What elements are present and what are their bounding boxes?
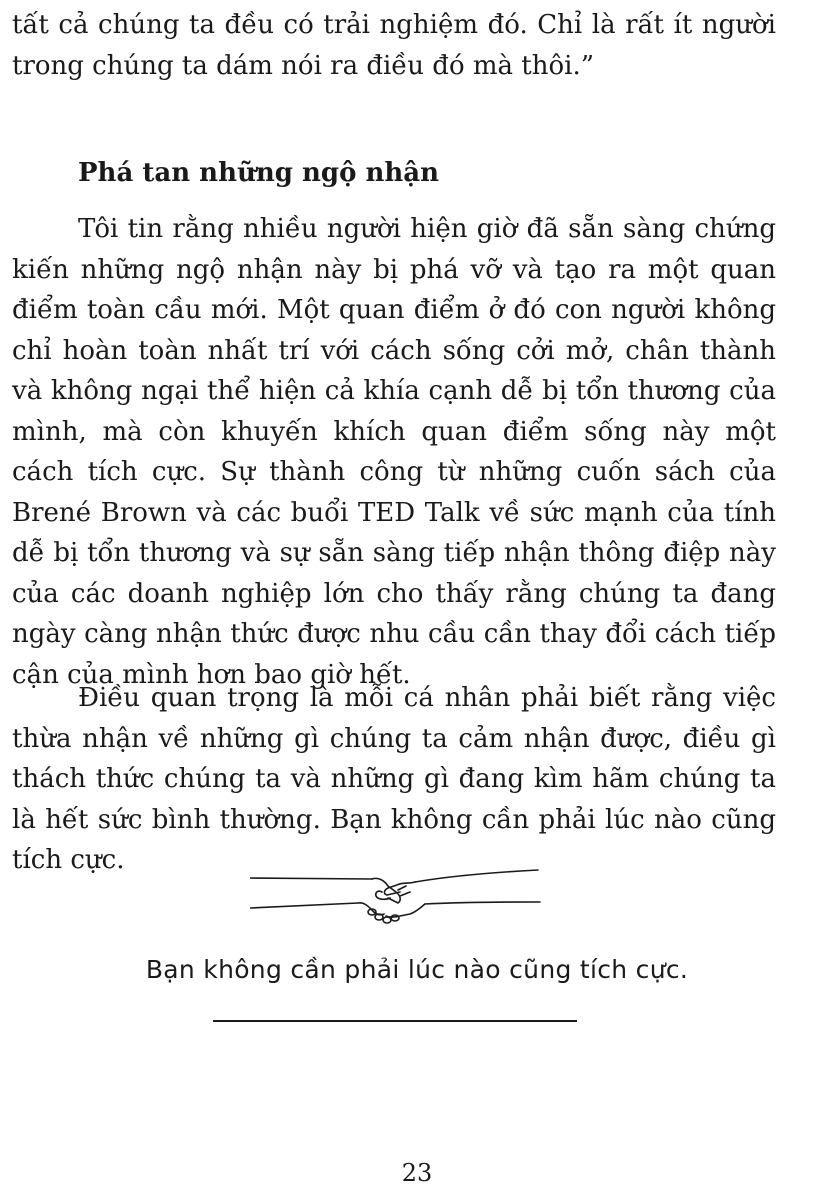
body-paragraph: Tôi tin rằng nhiều người hiện giờ đã sẵn sàng chứng kiến những ngộ nhận này bị phá vỡ và tạo ra một quan điểm toàn cầu mới. Một quan điểm ở đó con người không chỉ hoàn toàn nhất trí với cách sống cởi mở, chân thành và không ngại thể hiện cả khía cạnh dễ bị tổn thương của mình, mà còn khuyến khích quan điểm sống này một cách tích cực. Sự thành công từ những cuốn sách của Brené Brown và các buổi TED Talk về sức mạnh của tính dễ bị tổn thương và sự sẵn sàng tiếp nhận thông điệp này của các doanh nghiệp lớn cho thấy rằng chúng ta đang ngày càng nhận thức được nhu cầu cần thay đổi cách tiếp cận của mình hơn bao giờ hết. — [12, 214, 776, 690]
top-paragraph: tất cả chúng ta đều có trải nghiệm đó. Chỉ là rất ít người trong chúng ta dám nói ra điều đó mà thôi.” — [12, 10, 776, 81]
pull-quote: Bạn không cần phải lúc nào cũng tích cực. — [145, 955, 689, 984]
page-number: 23 — [401, 1159, 433, 1187]
quote-underline — [213, 1020, 577, 1022]
body-paragraph: Điều quan trọng là mỗi cá nhân phải biết rằng việc thừa nhận về những gì chúng ta cảm nhận được, điều gì thách thức chúng ta và những gì đang kìm hãm chúng ta là hết sức bình thường. Bạn không cần phải lúc nào cũng tích cực. — [12, 683, 776, 875]
handshake-icon — [250, 862, 550, 932]
section-heading: Phá tan những ngộ nhận — [78, 158, 440, 188]
